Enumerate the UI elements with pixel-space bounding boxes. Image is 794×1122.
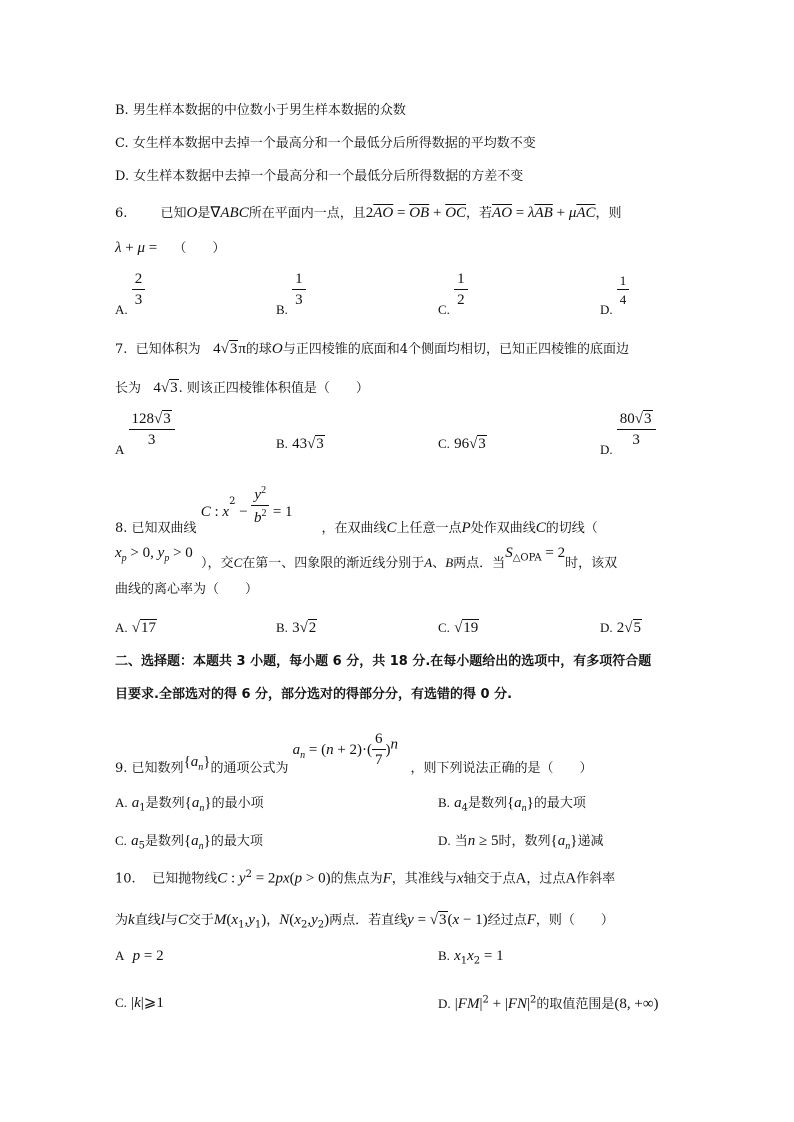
q8-option-c: C. √19 bbox=[438, 620, 479, 636]
q7-option-b: B. 43√3 bbox=[276, 436, 324, 452]
q10-option-c: C. |k|⩾1 bbox=[115, 995, 164, 1011]
q7-option-a: A $\frac{128√3}{3}$ bbox=[115, 412, 175, 448]
q6-stem-cont: λ + μ = （ ） bbox=[115, 240, 226, 256]
section-2-header-line2: 目要求.全部选对的得 6 分，部分选对的得部分分，有选错的得 0 分. bbox=[115, 687, 513, 702]
q5-option-b: B. 男生样本数据的中位数小于男生样本数据的众数 bbox=[115, 103, 406, 118]
q10-stem-cont: 为k直线l与C交于$M(x_1,y_1)$，$N(x_2,y_2)$两点．若直线y = √3(x − 1)经过点F，则（ ） bbox=[115, 912, 614, 931]
q8-option-b: B. 3√2 bbox=[276, 620, 317, 636]
q6-option-c: C. $\frac{1}{2}$ bbox=[438, 272, 468, 308]
q7-option-c: C. 96√3 bbox=[438, 436, 486, 452]
q7-stem-cont: 长为 4√3. 则该正四棱锥体积值是（ ） bbox=[115, 380, 369, 396]
q10-option-d: D. $|FM|^2 + |FN|^2$的取值范围是(8, +∞) bbox=[438, 994, 659, 1012]
q8-stem-cont2: 曲线的离心率为（ ） bbox=[115, 582, 259, 597]
q6-option-a: A. $\frac{2}{3}$ bbox=[115, 272, 145, 308]
q8-option-d: D. 2√5 bbox=[600, 620, 642, 636]
q9-option-d: D. 当n ≥ 5时，数列$\{a_n\}$递减 bbox=[438, 833, 604, 852]
q9-option-a: A. $a_1$是数列$\{a_n\}$的最小项 bbox=[115, 795, 264, 814]
q8-option-a: A. √17 bbox=[115, 620, 157, 636]
q10-option-a: A p = 2 bbox=[115, 948, 164, 964]
q7-stem: 7. 已知体积为 4√3π的球O与正四棱锥的底面和4个侧面均相切，已知正四棱锥的底面边 bbox=[115, 341, 630, 357]
q6-stem: 6. 已知O是∇ABC所在平面内一点，且$2\overline{AO} = \overline{OB} + \overline{OC}$，若$\overline{AO} = \lambda\overline{AB} + \mu\overline{AC}$，则 bbox=[115, 205, 622, 221]
q8-stem-cont: $x_p > 0$, $y_p > 0$ ），交C在第一、四象限的渐近线分别于A、B两点．当$S_{\triangle OPA} = 2$时，该双 bbox=[115, 545, 618, 571]
q10-option-b: B. $x_1x_2 = 1$ bbox=[438, 948, 504, 967]
q5-option-c: C. 女生样本数据中去掉一个最高分和一个最低分后所得数据的平均数不变 bbox=[115, 136, 536, 151]
q5-option-d: D. 女生样本数据中去掉一个最高分和一个最低分后所得数据的方差不变 bbox=[115, 169, 524, 184]
section-2-header-line1: 二、选择题：本题共 3 小题，每小题 6 分，共 18 分.在每小题给出的选项中，有多项符合题 bbox=[115, 654, 652, 669]
q8-stem: 8. 已知双曲线 C : $x^2$ − $\frac{y^2}{b^2}$ = 1 ，在双曲线C上任意一点P处作双曲线C的切线（ bbox=[115, 485, 598, 536]
q6-option-d: D. $\frac{1}{4}$ bbox=[600, 274, 629, 306]
q9-option-b: B. $a_4$是数列$\{a_n\}$的最大项 bbox=[438, 795, 586, 814]
q9-option-c: C. $a_5$是数列$\{a_n\}$的最大项 bbox=[115, 833, 263, 852]
q7-option-d: D. $\frac{80√3}{3}$ bbox=[600, 412, 656, 448]
q10-stem: 10. 已知抛物线C : $y^2 = 2px(p > 0)$的焦点为F，其准线与x轴交于点A，过点A作斜率 bbox=[115, 869, 616, 887]
q6-option-b: B. $\frac{1}{3}$ bbox=[276, 272, 306, 308]
q9-stem: 9. 已知数列$\{a_n\}$的通项公式为 $a_n = (n + 2)\cdot$( $\frac{6}{7}$ )$^n$ ，则下列说法正确的是（ ） bbox=[115, 731, 593, 776]
